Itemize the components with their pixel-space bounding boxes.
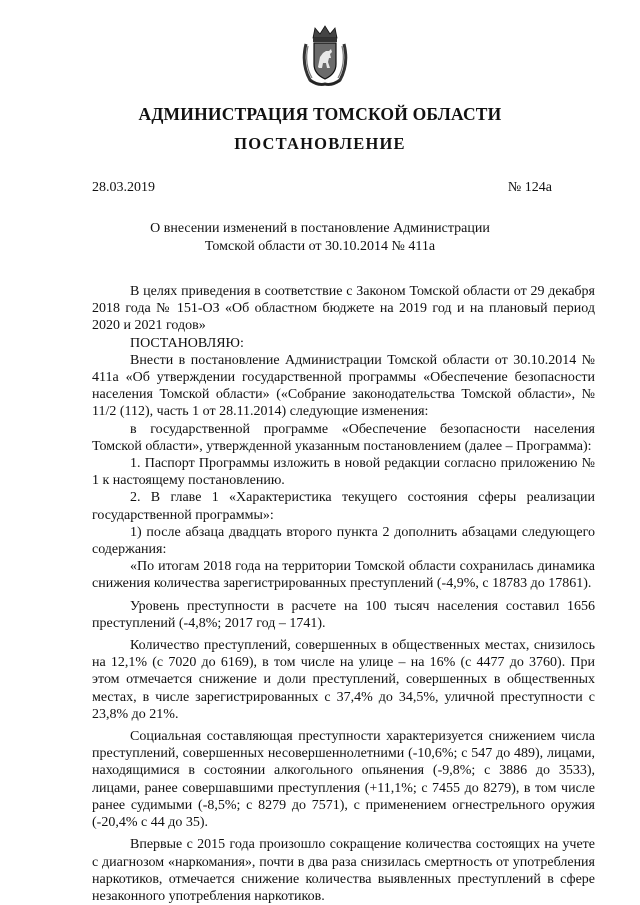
coat-of-arms-icon [300, 24, 350, 88]
body-paragraph: Социальная составляющая преступности характеризуется снижением числа преступлений, совершенных несовершеннолетними (-10,6%; с 547 до 489), лицами, находящимися в состоянии алкогольного опьянения (-9,8%; с 3886 до 3533), лицами, ранее совершавшими преступления (+11,1%; с 7455 до 8279), в том числе ранее судимыми (-8,5%; с 8279 до 7571), с применением огнестрельного оружия (-20,4% с 44 до 35). [92, 729, 595, 831]
body-paragraph: 2. В главе 1 «Характеристика текущего состояния сферы реализации государственной программы»: [92, 490, 595, 523]
body-paragraph: В целях приведения в соответствие с Законом Томской области от 29 декабря 2018 года № 151-ОЗ «Об областном бюджете на 2019 год и на плановый период 2020 и 2021 годов» [92, 284, 595, 334]
body-paragraph: Количество преступлений, совершенных в общественных местах, снизилось на 12,1% (с 7020 до 6169), в том числе на улице – на 16% (с 4477 до 3760). При этом отмечается снижение и доли преступлений, совершенных в общественных местах, в числе зарегистрированных с 37,4% до 34,5%, уличной преступности с 23,8% до 21%. [92, 638, 595, 722]
document-body [92, 283, 595, 905]
document-number: № 124а [507, 180, 552, 195]
document-subject [0, 220, 640, 256]
body-paragraph: 1. Паспорт Программы изложить в новой редакции согласно приложению № 1 к настоящему постановлению. [92, 456, 595, 489]
document-date: 28.03.2019 [92, 180, 155, 195]
document-type-title: ПОСТАНОВЛЕНИЕ [234, 134, 406, 153]
body-paragraph: в государственной программе «Обеспечение безопасности населения Томской области», утвержденной указанным постановлением (далее – Программа): [92, 421, 595, 454]
subject-line: О внесении изменений в постановление Администрации [150, 221, 490, 236]
body-paragraph: 1) после абзаца двадцать второго пункта 2 дополнить абзацами следующего содержания: [92, 524, 595, 558]
body-paragraph: Впервые с 2015 года произошло сокращение количества состоящих на учете с диагнозом «наркомания», почти в два раза снизилась смертность от употребления наркотиков, отмечается снижение количества выявленных преступлений в сфере незаконного употребления наркотиков. [92, 837, 595, 904]
body-paragraph: ПОСТАНОВЛЯЮ: [130, 335, 244, 351]
subject-line: Томской области от 30.10.2014 № 411а [204, 239, 436, 254]
organization-title: АДМИНИСТРАЦИЯ ТОМСКОЙ ОБЛАСТИ [138, 104, 502, 124]
body-paragraph: Внести в постановление Администрации Томской области от 30.10.2014 № 411а «Об утверждении государственной программы «Обеспечение безопасности населения Томской области» («Собрание законодательства Томской области», № 11/2 (112), часть 1 от 28.11.2014) следующие изменения: [92, 352, 595, 420]
body-paragraph: «По итогам 2018 года на территории Томской области сохранилась динамика снижения количества зарегистрированных преступлений (-4,9%, с 18783 до 17861). [92, 559, 595, 592]
body-paragraph: Уровень преступности в расчете на 100 тысяч населения составил 1656 преступлений (-4,8%; 2017 год – 1741). [92, 598, 595, 631]
